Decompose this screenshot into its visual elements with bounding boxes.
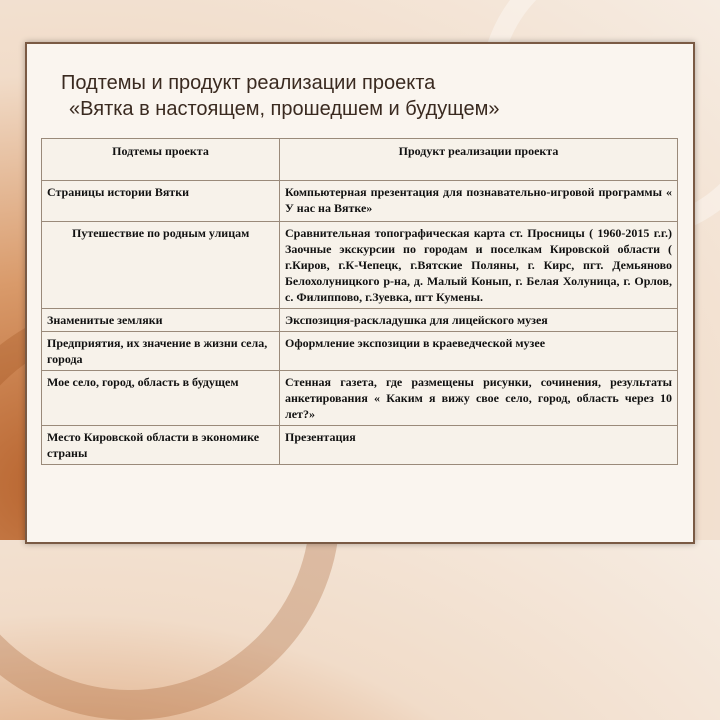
title-line-1: Подтемы и продукт реализации проекта xyxy=(61,72,436,94)
topic-cell: Страницы истории Вятки xyxy=(42,181,280,222)
slide-panel xyxy=(25,42,695,544)
product-cell: Сравнительная топографическая карта ст. Просницы ( 1960-2015 г.г.) Заочные экскурсии по городам и поселкам Кировской области ( г.Киров, г.К-Чепецк, г.Вятские Поляны, г. Кирс, пгт. Демьяново Белохолуницкого р-на, д. Малый Конып, г. Белая Холуница, г. Орлов, с. Филиппово, г.Зуевка, пгт Кумены. xyxy=(280,222,678,309)
topic-cell: Предприятия, их значение в жизни села, города xyxy=(42,332,280,371)
table-row xyxy=(42,222,678,309)
product-cell: Презентация xyxy=(280,426,678,465)
product-cell: Оформление экспозиции в краеведческой музее xyxy=(280,332,678,371)
product-cell: Компьютерная презентация для познавательно-игровой программы « У нас на Вятке» xyxy=(280,181,678,222)
table-row xyxy=(42,426,678,465)
project-table xyxy=(41,138,678,465)
slide-title xyxy=(61,70,671,122)
table-row xyxy=(42,371,678,426)
table-row xyxy=(42,332,678,371)
table-row xyxy=(42,309,678,332)
title-line-2: «Вятка в настоящем, прошедшем и будущем» xyxy=(69,98,500,120)
header-product: Продукт реализации проекта xyxy=(280,139,678,181)
header-topics: Подтемы проекта xyxy=(42,139,280,181)
table-row xyxy=(42,181,678,222)
topic-cell: Путешествие по родным улицам xyxy=(42,222,280,309)
table-header-row xyxy=(42,139,678,181)
topic-cell: Знаменитые земляки xyxy=(42,309,280,332)
product-cell: Стенная газета, где размещены рисунки, сочинения, результаты анкетирования « Каким я вижу свое село, город, область через 10 лет?» xyxy=(280,371,678,426)
product-cell: Экспозиция-раскладушка для лицейского музея xyxy=(280,309,678,332)
topic-cell: Место Кировской области в экономике страны xyxy=(42,426,280,465)
topic-cell: Мое село, город, область в будущем xyxy=(42,371,280,426)
